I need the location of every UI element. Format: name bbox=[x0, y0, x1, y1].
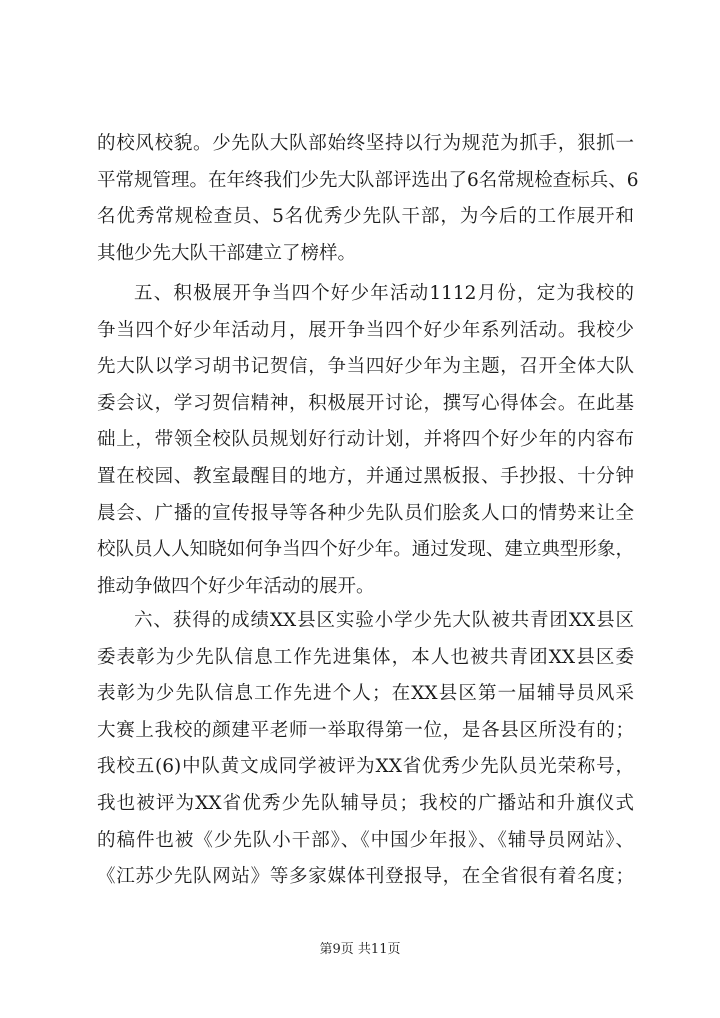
paragraph-section-six bbox=[97, 603, 634, 896]
paragraph-school-style bbox=[97, 126, 639, 272]
text-line: 校队员人人知晓如何争当四个好少年。通过发现、建立典型形象， bbox=[97, 539, 634, 561]
paragraph-section-five bbox=[97, 276, 634, 605]
text-line: 大赛上我校的颜建平老师一举取得第一位，是各县区所没有的； bbox=[97, 719, 634, 741]
text-line: 名优秀常规检查员、5名优秀少先队干部，为今后的工作展开和 bbox=[97, 206, 634, 228]
text-line: 先大队以学习胡书记贺信，争当四好少年为主题，召开全体大队 bbox=[97, 356, 634, 378]
page-number-footer: 第9页 共11页 bbox=[319, 942, 401, 957]
text-line: 五、积极展开争当四个好少年活动1112月份，定为我校的 bbox=[134, 283, 634, 304]
text-line: 置在校园、教室最醒目的地方，并通过黑板报、手抄报、十分钟 bbox=[97, 465, 634, 487]
text-line: 的稿件也被《少先队小干部》、《中国少年报》、《辅导员网站》、 bbox=[97, 829, 634, 851]
text-line: 我校五(6)中队黄文成同学被评为XX省优秀少先队员光荣称号， bbox=[97, 756, 634, 778]
text-line: 的校风校貌。少先队大队部始终坚持以行为规范为抓手，狠抓一 bbox=[97, 133, 634, 154]
text-line: 推动争做四个好少年活动的展开。 bbox=[97, 575, 375, 597]
text-line: 础上，带领全校队员规划好行动计划，并将四个好少年的内容布 bbox=[97, 429, 634, 451]
text-line: 委会议，学习贺信精神，积极展开讨论，撰写心得体会。在此基 bbox=[97, 392, 634, 414]
text-line: 六、获得的成绩XX县区实验小学少先大队被共青团XX县区 bbox=[134, 610, 634, 631]
text-line: 晨会、广播的宣传报导等各种少先队员们脍炙人口的情势来让全 bbox=[97, 502, 634, 524]
text-line: 《江苏少先队网站》等多家媒体刊登报导，在全省很有着名度； bbox=[97, 866, 634, 888]
text-line: 委表彰为少先队信息工作先进集体，本人也被共青团XX县区委 bbox=[97, 646, 634, 668]
text-line: 平常规管理。在年终我们少先大队部评选出了6名常规检查标兵、6 bbox=[97, 169, 639, 191]
text-line: 表彰为少先队信息工作先进个人；在XX县区第一届辅导员风采 bbox=[97, 683, 634, 705]
text-line: 我也被评为XX省优秀少先队辅导员；我校的广播站和升旗仪式 bbox=[97, 792, 634, 814]
text-line: 其他少先大队干部建立了榜样。 bbox=[97, 242, 357, 264]
text-line: 争当四个好少年活动月，展开争当四个好少年系列活动。我校少 bbox=[97, 319, 634, 341]
